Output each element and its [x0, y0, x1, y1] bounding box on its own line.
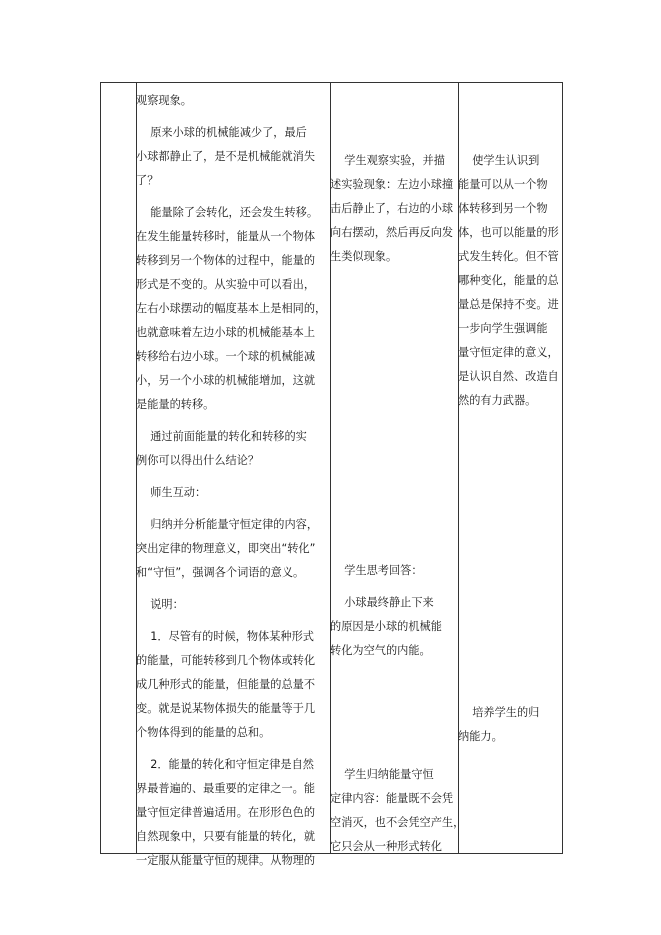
text-line: 转移给右边小球。一个球的机械能减 — [136, 350, 316, 363]
design-intent-column — [458, 83, 564, 853]
text-line: 左右小球摆动的幅度基本上是相同的， — [136, 302, 327, 315]
text-line: 2．能量的转化和守恒定律是自然 — [136, 758, 314, 771]
text-line: 能量除了会转化，还会发生转移。 — [136, 206, 319, 219]
text-line: 界最普遍的、最重要的定律之一。能 — [136, 782, 316, 795]
text-line: 培养学生的归 — [458, 706, 540, 719]
student-activity-column — [330, 83, 465, 853]
text-line: 在发生能量转移时，能量从一个物体 — [136, 230, 316, 243]
text-line: 突出定律的物理意义，即突出“转化” — [136, 542, 316, 555]
text-line: 空消灭，也不会凭空产生， — [330, 816, 465, 829]
text-line: 击后静止了，右边的小球 — [330, 202, 454, 215]
text-line: 观察现象。 — [136, 94, 192, 107]
text-line: 师生互动： — [136, 486, 207, 499]
text-line: 原来小球的机械能减少了，最后 — [136, 126, 307, 139]
text-line: 然的有力武器。 — [458, 394, 537, 407]
text-line: 体，也可以能量的形 — [458, 226, 559, 239]
teaching-content-column — [136, 83, 331, 867]
text-line: 学生归纳能量守恒 — [330, 768, 434, 781]
text-line: 述实验现象：左边小球撞 — [330, 178, 454, 191]
text-line: 是能量的转移。 — [136, 398, 215, 411]
text-line: 归纳并分析能量守恒定律的内容， — [136, 518, 319, 531]
text-line: 的原因是小球的机械能 — [330, 620, 442, 633]
text-line: 小，另一个小球的机械能增加，这就 — [136, 374, 316, 387]
text-line: 例你可以得出什么结论？ — [136, 454, 260, 467]
text-line: 1．尽管有的时候，物体某种形式 — [136, 630, 314, 643]
text-line: 通过前面能量的转化和转移的实 — [136, 430, 307, 443]
text-line: 小球最终静止下来 — [330, 596, 434, 609]
text-line: 学生思考回答： — [330, 564, 423, 577]
text-line: 是认识自然、改造自 — [458, 370, 559, 383]
text-line: 量总是保持不变。进 — [458, 298, 559, 311]
text-line: 体转移到另一个物 — [458, 202, 548, 215]
text-line: 定律内容：能量既不会凭 — [330, 792, 454, 805]
text-line: 一步向学生强调能 — [458, 322, 548, 335]
text-line: 和“守恒”，强调各个词语的意义。 — [136, 566, 305, 579]
text-line: 的能量，可能转移到几个物体或转化 — [136, 654, 316, 667]
text-line: 个物体得到的能量的总和。 — [136, 726, 271, 739]
lesson-plan-table — [100, 82, 563, 867]
text-line: 纳能力。 — [458, 730, 503, 743]
text-line: 哪种变化，能量的总 — [458, 274, 559, 287]
text-line: 量守恒定律的意义， — [458, 346, 559, 359]
text-line: 式发生转化。但不管 — [458, 250, 559, 263]
text-line: 自然现象中，只要有能量的转化，就 — [136, 830, 316, 843]
text-line: 转化为空气的内能。 — [330, 644, 431, 657]
text-line: 能量可以从一个物 — [458, 178, 548, 191]
text-line: 向右摆动，然后再反向发 — [330, 226, 454, 239]
text-line: 使学生认识到 — [458, 154, 540, 167]
text-line: 变。就是说某物体损失的能量等于几 — [136, 702, 316, 715]
text-line: 小球都静止了，是不是机械能就消失 — [136, 150, 316, 163]
text-line: 成几种形式的能量，但能量的总量不 — [136, 678, 316, 691]
text-line: 了？ — [136, 174, 159, 187]
text-line: 学生观察实验，并描 — [330, 154, 445, 167]
text-line: 生类似现象。 — [330, 250, 398, 263]
text-line: 也就意味着左边小球的机械能基本上 — [136, 326, 316, 339]
text-line: 量守恒定律普遍适用。在形形色色的 — [136, 806, 316, 819]
text-line: 转移到另一个物体的过程中，能量的 — [136, 254, 316, 267]
text-line: 形式是不变的。从实验中可以看出， — [136, 278, 316, 291]
text-line: 说明： — [136, 598, 184, 611]
text-line: 它只会从一种形式转化 — [330, 840, 442, 853]
text-line: 一定服从能量守恒的规律。从物理的 — [136, 854, 316, 867]
